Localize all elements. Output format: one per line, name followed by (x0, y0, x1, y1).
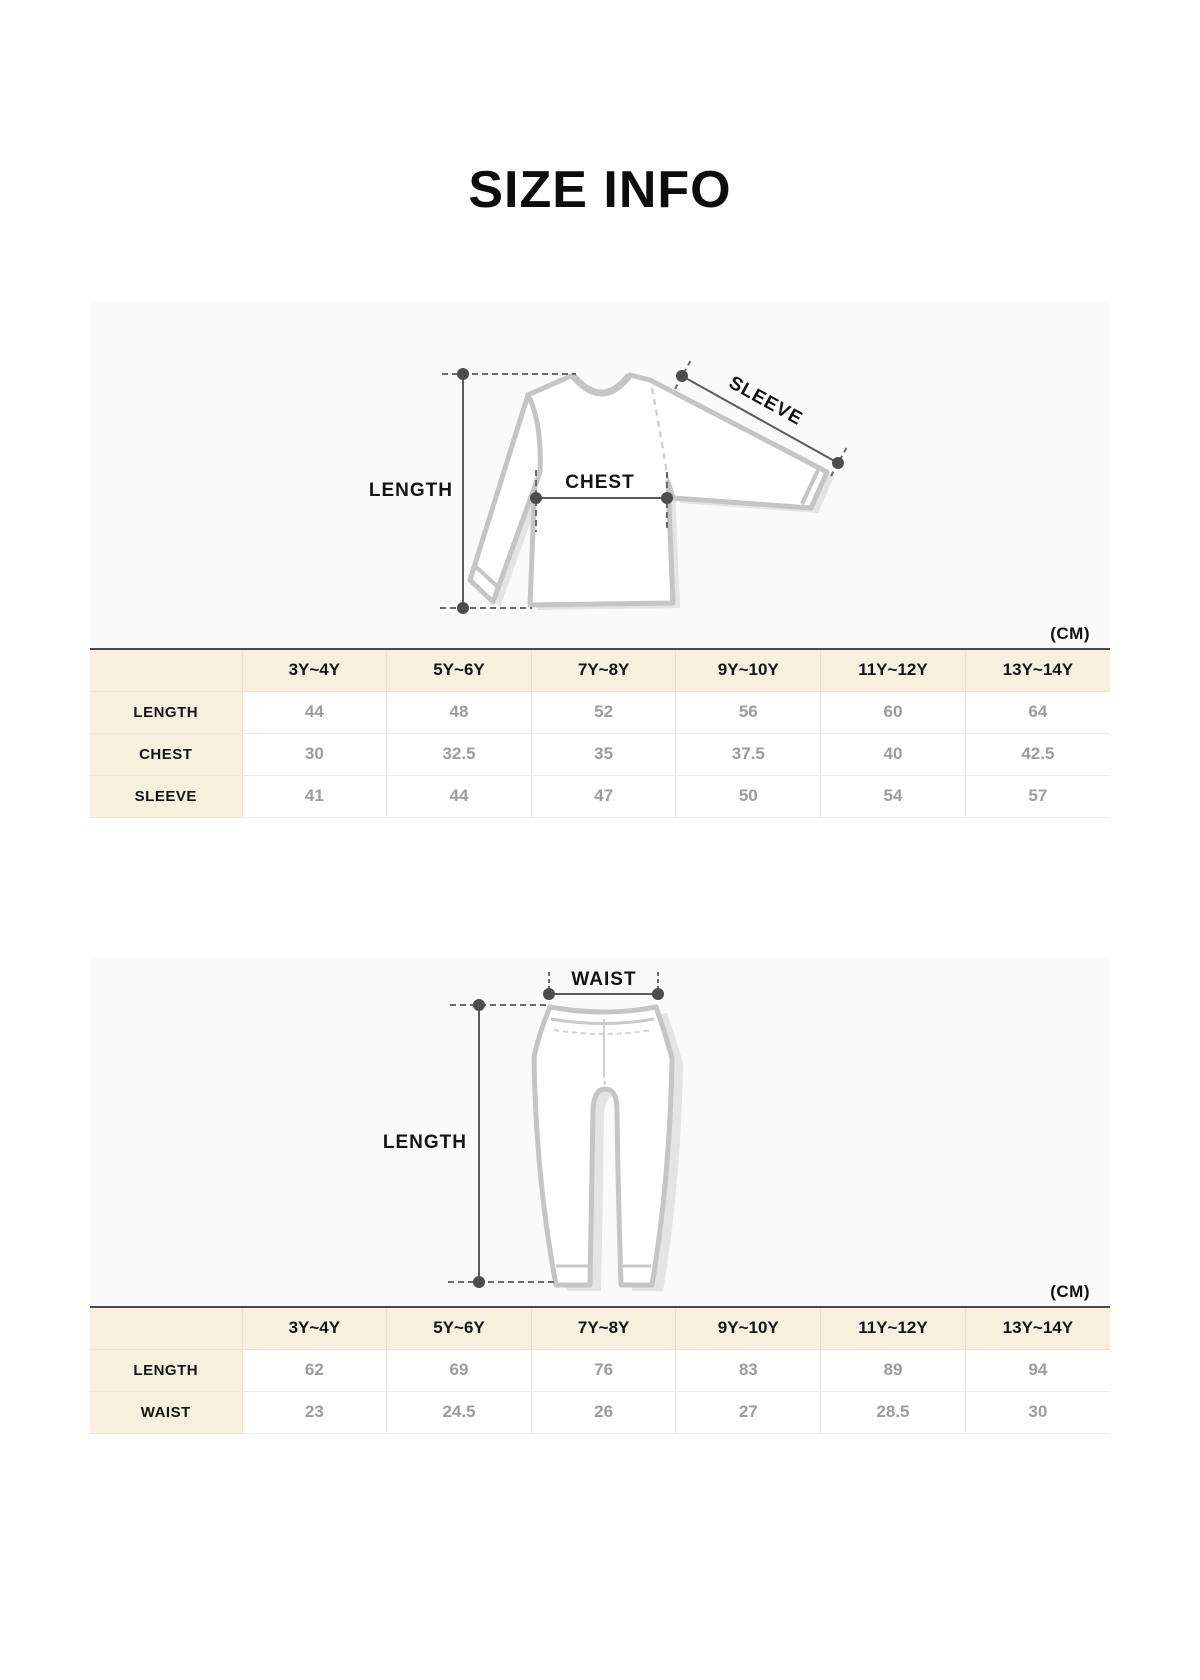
row-label: SLEEVE (90, 775, 242, 817)
column-header: 7Y~8Y (531, 649, 676, 691)
shirt-sleeve-label: SLEEVE (725, 372, 807, 431)
shirt-diagram-panel (90, 302, 1110, 648)
size-value: 48 (387, 691, 532, 733)
measure-dot (457, 368, 469, 380)
size-value: 57 (965, 775, 1110, 817)
size-value: 76 (531, 1349, 676, 1391)
measure-dot (676, 370, 688, 382)
size-value: 89 (821, 1349, 966, 1391)
size-value: 52 (531, 691, 676, 733)
table-header-row (90, 1307, 1110, 1349)
measure-dot (652, 988, 664, 1000)
row-label: CHEST (90, 733, 242, 775)
measure-dot (832, 457, 844, 469)
measure-dot (543, 988, 555, 1000)
size-value: 47 (531, 775, 676, 817)
column-header: 5Y~6Y (387, 649, 532, 691)
size-value: 35 (531, 733, 676, 775)
column-header: 5Y~6Y (387, 1307, 532, 1349)
measure-dot (661, 492, 673, 504)
table-row (90, 1391, 1110, 1433)
column-header: 9Y~10Y (676, 1307, 821, 1349)
measure-dot (473, 999, 485, 1011)
size-value: 83 (676, 1349, 821, 1391)
size-value: 56 (676, 691, 821, 733)
size-value: 23 (242, 1391, 387, 1433)
shirt-diagram-illustration (90, 302, 1110, 648)
size-value: 42.5 (965, 733, 1110, 775)
unit-label-cm: (CM) (1050, 1282, 1090, 1301)
size-value: 27 (676, 1391, 821, 1433)
size-value: 26 (531, 1391, 676, 1433)
column-header: 11Y~12Y (821, 649, 966, 691)
measure-dot (473, 1276, 485, 1288)
size-value: 69 (387, 1349, 532, 1391)
size-value: 44 (242, 691, 387, 733)
size-value: 41 (242, 775, 387, 817)
table-row (90, 691, 1110, 733)
row-label: WAIST (90, 1391, 242, 1433)
size-value: 32.5 (387, 733, 532, 775)
column-header: 11Y~12Y (821, 1307, 966, 1349)
column-header: 13Y~14Y (965, 649, 1110, 691)
table-header-row (90, 649, 1110, 691)
size-value: 62 (242, 1349, 387, 1391)
size-value: 30 (242, 733, 387, 775)
measure-dot (457, 602, 469, 614)
size-value: 44 (387, 775, 532, 817)
column-header: 3Y~4Y (242, 1307, 387, 1349)
shirt-chest-label: CHEST (565, 472, 635, 493)
shirt-size-table (90, 648, 1110, 818)
column-header: 13Y~14Y (965, 1307, 1110, 1349)
size-value: 40 (821, 733, 966, 775)
table-row (90, 1349, 1110, 1391)
pants-size-table (90, 1306, 1110, 1434)
table-row (90, 775, 1110, 817)
size-value: 94 (965, 1349, 1110, 1391)
size-value: 50 (676, 775, 821, 817)
pants-diagram-panel (90, 958, 1110, 1306)
pants-length-label: LENGTH (382, 1132, 467, 1153)
unit-label-cm: (CM) (1050, 624, 1090, 643)
corner-cell (90, 1307, 242, 1349)
row-label: LENGTH (90, 1349, 242, 1391)
column-header: 7Y~8Y (531, 1307, 676, 1349)
page-title: SIZE INFO (468, 161, 732, 219)
size-value: 24.5 (387, 1391, 532, 1433)
pants-waist-label: WAIST (571, 969, 637, 990)
shirt-length-label: LENGTH (368, 480, 453, 501)
size-value: 30 (965, 1391, 1110, 1433)
size-value: 28.5 (821, 1391, 966, 1433)
measure-dot (530, 492, 542, 504)
table-row (90, 733, 1110, 775)
pants-diagram-illustration (90, 958, 1110, 1306)
size-value: 64 (965, 691, 1110, 733)
column-header: 3Y~4Y (242, 649, 387, 691)
size-value: 60 (821, 691, 966, 733)
size-value: 54 (821, 775, 966, 817)
column-header: 9Y~10Y (676, 649, 821, 691)
row-label: LENGTH (90, 691, 242, 733)
corner-cell (90, 649, 242, 691)
size-value: 37.5 (676, 733, 821, 775)
